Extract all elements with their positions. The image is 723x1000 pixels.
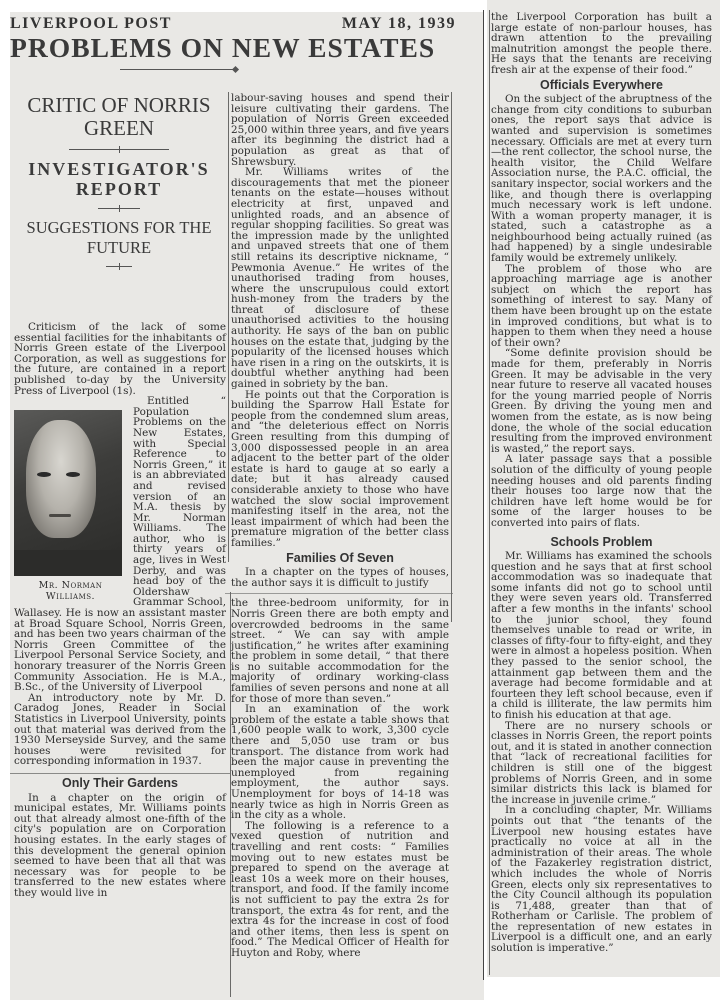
paragraph: An introductory note by Mr. D. Caradog Jones, Reader in Social Statistics in Liverpool University, points out that material was derived from the 1930 Merseyside Survey, and the same houses were revisited for corresponding information in 1937. [14,691,226,768]
paragraph: In a chapter on the types of houses, the author says it is difficult to justify [231,566,449,589]
deck-headlines [14,94,224,276]
column-rule [489,10,490,975]
paragraph: the Liverpool Corporation has built a large estate of non-parlour houses, has drawn attention to the prevailing malnutrition amongst the people there. He says that the tenants are receiving fresh air at the expense of their food.” [491,11,712,76]
headline: PROBLEMS ON NEW ESTATES [10,33,436,63]
column-rule [451,92,452,622]
paragraph-with-photo [14,396,226,693]
ornamental-divider [106,266,132,267]
paragraph: the three-bedroom uniformity, for in Norris Green there are both empty and overcrowded bedrooms in the same street. “ We can say with ample justification,” he writes after examining the problem in some detail, “ that there is no suitable accommodation for the majority of ordinary working-class families of seven persons and none at all for those of more than seven.” [231,597,449,705]
right-column [491,12,712,954]
paragraph: In a concluding chapter, Mr. Williams points out that “the tenants of the Liverpool new housing estates have practically no voice at all in the administration of their areas. The whole of the Fazakerley registration district, which includes the whole of Norris Green, elects only six representatives to the City Council although its population is 71,488, greater than that of Rotherham or Carlisle. The problem of the representation of new estates in Liverpool is a difficult one, and an early solution is imperative.” [491,804,712,955]
paragraph: There are no nursery schools or classes in Norris Green, the report points out, and it is stated in another connection that “lack of recreational facilities for children is still one of the biggest problems of Norris Green, and in some similar districts this lack is blamed for the increase in juvenile crime.” [491,719,712,806]
paragraph: Entitled “ Population Problems on the New Estates, with Special Reference to Norris Green,” it is an abbreviated and revised version of an M.A. thesis by Mr. Norman Williams. The author, who is thirty years of age, lives in West Derby, and was head boy of the Oldershaw Grammar School, Wallasey. He is now an assistant master at Broad Square School, Norris Green, and has been two years chairman of the Norris Green Committee of the Liverpool Personal Service Society, and honorary treasurer of the Norris Green Community Association. He is M.A., B.Sc., of the University of Liverpool [14,395,226,694]
subhead-schools-problem: Schools Problem [550,534,653,549]
ornamental-rule [120,69,235,70]
portrait-photo [14,410,122,576]
paragraph: Mr. Williams writes of the discouragements that met the pioneer tenants on the estate—houses without electricity at first, unpaved and unlighted roads, and an absence of regular shopping facilities. So great was the impression made by the unlighted and unpaved streets that one of them still retains its descriptive nickname, “ Pewmonia Avenue.” He writes of the unauthorised trading from houses, where the unscrupulous could extort hush-money from the traders by the threat of disclosure of these unauthorised activities to the housing authority. He says of the ban on public houses on the estate that, judging by the popularity of the licensed houses which have risen in a ring on the outskirts, it is doubtful whether anything had been gained in sobriety by the ban. [231,166,449,391]
deck-line-1: CRITIC OF NORRIS GREEN [27,93,211,140]
deck-line-2: INVESTIGATOR'S REPORT [28,159,210,199]
photo-caption: Mr. Norman Williams. [38,580,103,603]
paragraph: A later passage says that a possible solution of the difficulty of young people needing houses and old parents finding their houses too large now that the children have left home would be for some of the larger houses to be converted into pairs of flats. [491,453,712,529]
paragraph: In a chapter on the origin of municipal estates, Mr. Williams points out that already almost one-fifth of the city's population are on Corporation housing estates. In the early stages of this development the general opinion seemed to have been that all that was necessary was for people to be transferred to the new estates where they would live in [14,791,226,899]
section-rule [10,773,230,774]
column-break-rule [225,593,453,594]
paragraph: The problem of those who are approaching marriage age is another subject on which the report has something of interest to say. Many of them have been brought up on the estate in improved conditions, but what is to happen to them when they need a house of their own? [491,262,712,349]
publication-date: MAY 18, 1939 [341,15,456,32]
publication-name: LIVERPOOL POST [10,15,172,32]
paragraph: On the subject of the abruptness of the change from city conditions to suburban ones, the report says that advice is wanted and supervision is sometimes necessary. Officials are met at every turn—the rent collector, the school nurse, the health visitor, the Child Welfare Association nurse, the P.A.C. official, the sanitary inspector, social workers and the like, and though there is overlapping much necessary work is left undone. With a woman property manager, it is stated, such a catastrophe as a neighbourhood being actually ruined (as had happened) by a single undesirable family would be extremely unlikely. [491,93,712,265]
portrait-figure [14,410,127,602]
deck-line-3: SUGGESTIONS FOR THE FUTURE [26,218,212,257]
paragraph: The following is a reference to a vexed question of nutrition and travelling and rent costs: “ Families moving out to new estates must be prepared to spend on the average at least 10s a week more on their houses, transport, and food. If the family income is not sufficient to pay the extra 2s for transport, the extra 4s for rent, and the extra 4s for the increase in cost of food and other items, then less is spent on food.” The Medical Officer of Health for Huyton and Roby, where [231,819,449,959]
subhead-officials-everywhere: Officials Everywhere [540,77,663,92]
left-column [14,322,226,898]
paragraph: labour-saving houses and spend their leisure cultivating their gardens. The population of Norris Green exceeded 25,000 within three years, and five years after its beginning the district had a population as great as that of Shrewsbury. [231,92,449,168]
paragraph: Criticism of the lack of some essential facilities for the inhabitants of Norris Green estate of the Liverpool Corporation, as well as suggestions for the future, are contained in a report published to-day by the University Press of Liverpool (1s). [14,321,226,397]
ornamental-divider [98,208,140,209]
paragraph: In an examination of the work problem of the estate a table shows that 1,600 people walk to work, 3,300 cycle there and 5,050 use tram or bus transport. The distance from work had been the major cause in preventing the unemployed from regaining employment, the author says. Unemployment for boys of 14-18 was nearly twice as high in Norris Green as in the city as a whole. [231,703,449,822]
subhead-only-their-gardens: Only Their Gardens [61,775,178,790]
paragraph: “Some definite provision should be made for them, preferably in Norris Green. It may be advisable in the very near future to reserve all vacated houses for the young married people of Norris Green. By driving the young men and women from the estate, as is now being done, the whole of the social education resulting from the improved environment is wasted,” the report says. [491,347,712,455]
paragraph: He points out that the Corporation is building the Sparrow Hall Estate for people from the condemned slum areas, and “the deleterious effect on Norris Green resulting from this dumping of 3,000 dispossessed people in an area adjacent to the better part of the older estate is hard to gauge at so early a date; but it has already caused considerable anxiety to those who have watched the slow social improvement manifesting itself in the area, not the least impairment of which had been the premature migration of the better class families.” [231,388,449,549]
column-rule [228,92,229,562]
column-rule [483,10,484,980]
masthead [10,14,460,34]
ornamental-divider [69,149,169,150]
middle-column [231,93,449,959]
paragraph: Mr. Williams has examined the schools question and he says that at first school accommodation was so inadequate that some infants did not go to school until they were seven years old. Transferred after a few months in the infants' school to the junior school, they found themselves unable to read or write, in classes of fifty-four to fifty-eight, and they were in almost a hopeless position. When they passed to the senior school, the attainment gap between them and the average had become formidable and at fourteen they left school because, even if a child is illiterate, the law permits him to finish his education at that age. [491,550,712,721]
subhead-families-of-seven: Families Of Seven [286,550,394,565]
column-rule [230,592,231,997]
